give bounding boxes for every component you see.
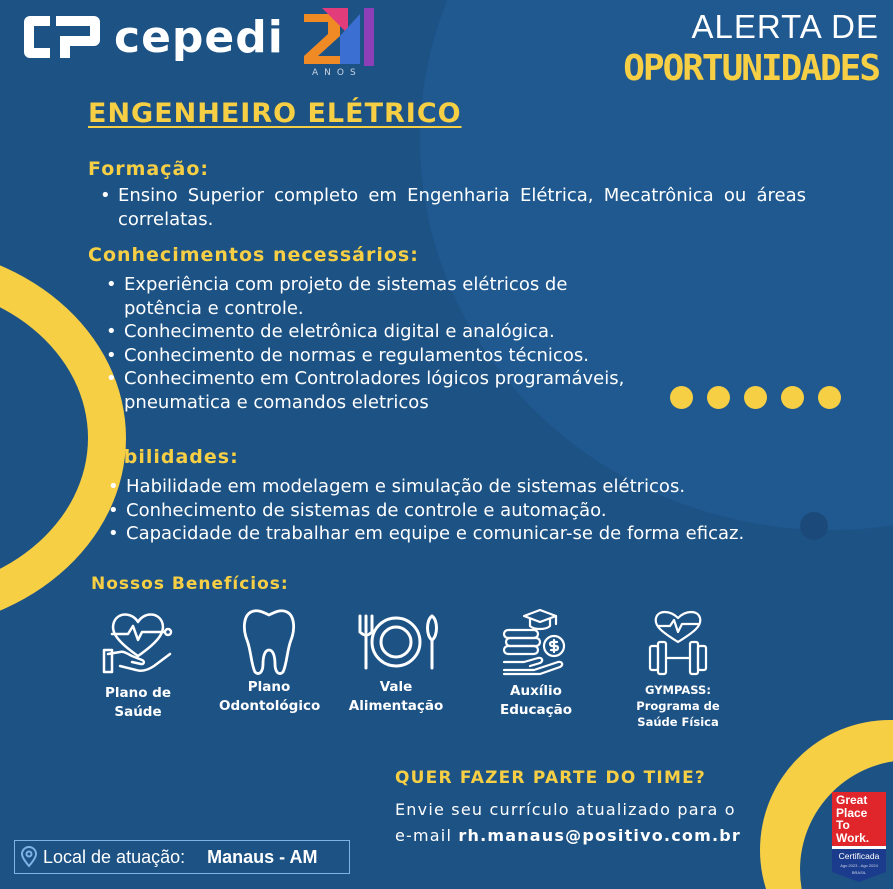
- list-item: • Habilidade em modelagem e simulação de sistemas elétricos.: [104, 475, 824, 499]
- list-item: • Conhecimento de sistemas de controle e automação.: [104, 499, 824, 523]
- cta-line-2: [395, 823, 741, 849]
- gptw-line: To: [836, 818, 850, 832]
- section-heading-formacao: Formação:: [88, 158, 209, 180]
- alert-line-1: ALERTA DE: [691, 8, 879, 45]
- cta-email-prefix: e-mail: [395, 826, 459, 845]
- cta-body: [395, 797, 741, 849]
- gptw-period: Ago 2023 - Ago 2024: [840, 863, 878, 868]
- habilidades-list: [104, 475, 824, 546]
- cepedi-mark-icon: [20, 10, 104, 64]
- gptw-line: Place: [836, 805, 868, 820]
- alert-header: [623, 8, 879, 89]
- decorative-dots: [670, 386, 841, 409]
- location-label: Local de atuação:: [43, 846, 186, 867]
- cta-title: QUER FAZER PARTE DO TIME?: [395, 768, 706, 788]
- location-box: [14, 840, 350, 874]
- list-item: • Experiência com projeto de sistemas elétricos de potência e controle.: [102, 273, 644, 320]
- section-heading-conhecimentos: Conhecimentos necessários:: [88, 244, 419, 266]
- benefit-label: Vale Alimentação: [348, 679, 444, 714]
- list-item: • Conhecimento de normas e regulamentos técnicos.: [102, 344, 604, 368]
- gptw-country: BRASIL: [851, 870, 867, 875]
- benefit-gympass: [616, 608, 740, 730]
- gptw-line: Work.: [836, 830, 870, 845]
- formacao-list: [96, 184, 806, 231]
- list-item: • Ensino Superior completo em Engenharia Elétrica, Mecatrônica ou áreas correlatas.: [96, 184, 806, 231]
- benefit-label: Plano Odontológico: [219, 679, 321, 714]
- dot: [781, 386, 804, 409]
- brand-name: cepedi: [114, 11, 284, 63]
- dot: [744, 386, 767, 409]
- education-coin-icon: [494, 606, 578, 676]
- dot: [670, 386, 693, 409]
- benefit-label: GYMPASS: Programa de Saúde Física: [636, 683, 720, 729]
- cta-line-1: Envie seu currículo atualizado para o: [395, 800, 736, 819]
- dumbbell-heart-icon: [646, 608, 710, 676]
- gptw-certified: Certificada: [838, 851, 880, 861]
- benefit-plano-odontologico: [210, 606, 328, 716]
- job-title: ENGENHEIRO ELÉTRICO: [88, 98, 462, 129]
- benefit-label: Plano de Saúde: [104, 685, 172, 720]
- section-heading-habilidades: Habilidades:: [93, 446, 239, 468]
- plate-cutlery-icon: [350, 612, 442, 672]
- great-place-to-work-badge: [832, 792, 886, 882]
- section-heading-beneficios: Nossos Benefícios:: [91, 574, 289, 594]
- list-item: • Conhecimento de eletrônica digital e analógica.: [102, 320, 667, 344]
- benefit-auxilio-educacao: [490, 606, 582, 720]
- map-pin-icon: [19, 846, 39, 868]
- alert-line-2: OPORTUNIDADES: [623, 48, 879, 89]
- anniversary-caption: ANOS: [312, 68, 362, 78]
- gptw-title: [836, 794, 869, 844]
- conhecimentos-list: [102, 273, 667, 414]
- benefit-vale-alimentacao: [342, 612, 450, 716]
- location-value: Manaus - AM: [207, 846, 318, 867]
- benefit-plano-saude: [90, 606, 186, 722]
- list-item: • Capacidade de trabalhar em equipe e comunicar-se de forma eficaz.: [104, 522, 816, 546]
- gptw-line: Great: [836, 793, 868, 807]
- anniversary-21-icon: [300, 6, 386, 68]
- dot: [707, 386, 730, 409]
- benefit-label: Auxílio Educação: [500, 683, 572, 718]
- dot: [818, 386, 841, 409]
- list-item: • Conhecimento em Controladores lógicos programáveis, pneumatica e comandos eletricos: [102, 367, 679, 414]
- tooth-icon: [239, 606, 299, 678]
- email-link[interactable]: rh.manaus@positivo.com.br: [458, 826, 741, 845]
- cepedi-logo: [20, 10, 284, 64]
- heart-hand-icon: [98, 606, 178, 678]
